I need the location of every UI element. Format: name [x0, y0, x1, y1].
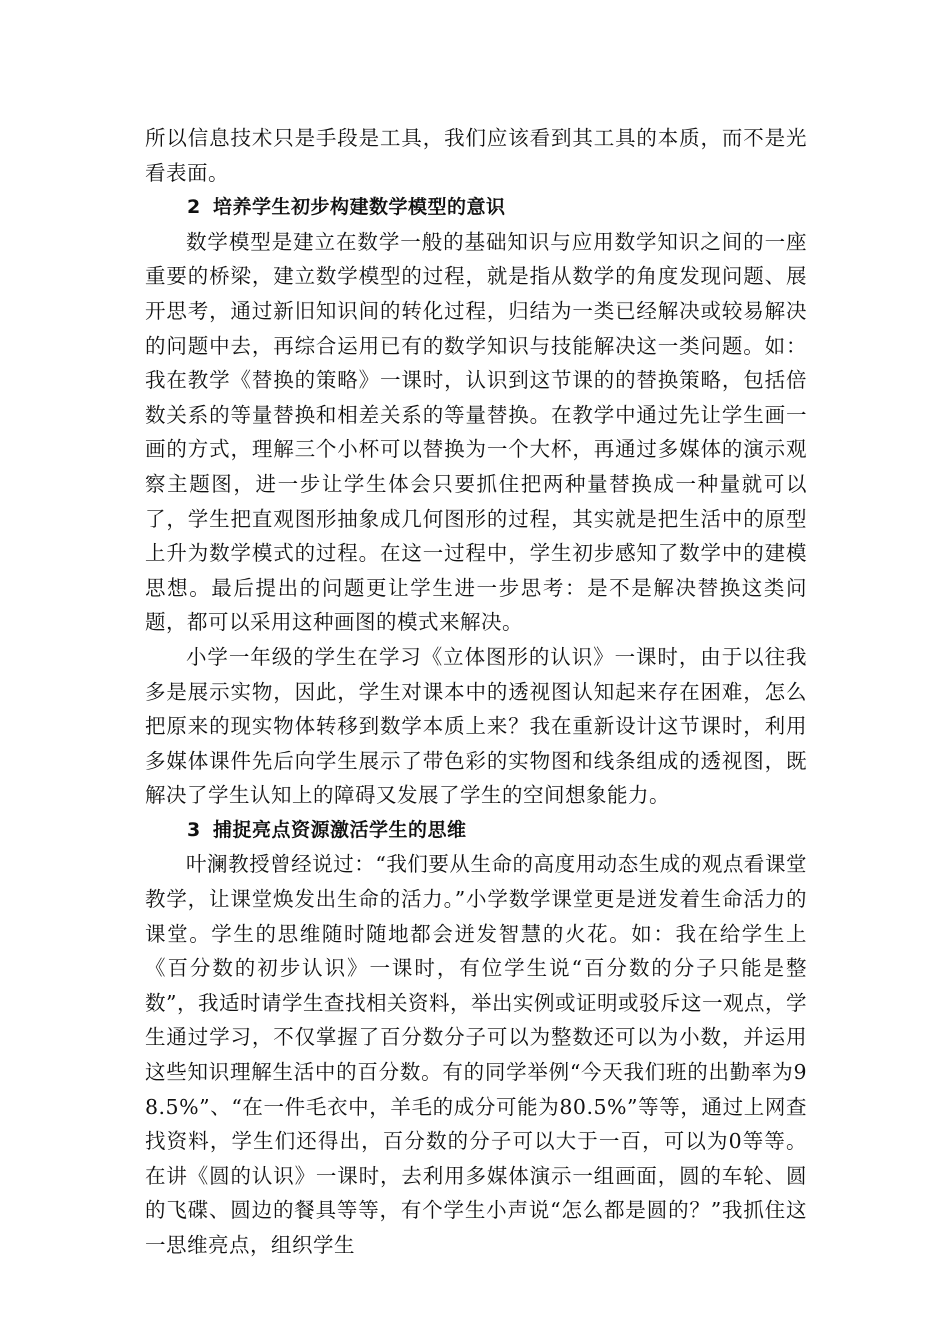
section-number: 2: [187, 196, 201, 219]
section-heading-3: [145, 813, 807, 848]
paragraph-model: 数学模型是建立在数学一般的基础知识与应用数学知识之间的一座重要的桥梁，建立数学模型的过程，就是指从数学的角度发现问题、展开思考，通过新旧知识间的转化过程，归结为一类已经解决或较易解决的问题中去，再综合运用已有的数学知识与技能解决这一类问题。如：我在教学《替换的策略》一课时，认识到这节课的的替换策略，包括倍数关系的等量替换和相差关系的等量替换。在教学中通过先让学生画一画的方式，理解三个小杯可以替换为一个大杯，再通过多媒体的演示观察主题图，进一步让学生体会只要抓住把两种量替换成一种量就可以了，学生把直观图形抽象成几何图形的过程，其实就是把生活中的原型上升为数学模式的过程。在这一过程中，学生初步感知了数学中的建模思想。最后提出的问题更让学生进一步思考：是不是解决替换这类问题，都可以采用这种画图的模式来解决。: [145, 229, 807, 635]
paragraph-solid-figures: 小学一年级的学生在学习《立体图形的认识》一课时，由于以往我多是展示实物，因此，学生对课本中的透视图认知起来存在困难，怎么把原来的现实物体转移到数学本质上来？我在重新设计这节课时，利用多媒体课件先后向学生展示了带色彩的实物图和线条组成的透视图，既解决了学生认知上的障碍又发展了学生的空间想象能力。: [145, 644, 807, 808]
document-page: [145, 121, 807, 1263]
paragraph-thinking: 叶澜教授曾经说过：“我们要从生命的高度用动态生成的观点看课堂教学，让课堂焕发出生命的活力。”小学数学课堂更是迸发着生命活力的课堂。学生的思维随时随地都会迸发智慧的火花。如：我在给学生上《百分数的初步认识》一课时，有位学生说“百分数的分子只能是整数”，我适时请学生查找相关资料，举出实例或证明或驳斥这一观点，学生通过学习，不仅掌握了百分数分子可以为整数还可以为小数，并运用这些知识理解生活中的百分数。有的同学举例“今天我们班的出勤率为98.5%”、“在一件毛衣中，羊毛的成分可能为80.5%”等等，通过上网查找资料，学生们还得出，百分数的分子可以大于一百，可以为0等等。在讲《圆的认识》一课时，去利用多媒体演示一组画面，圆的车轮、圆的飞碟、圆边的餐具等等，有个学生小声说“怎么都是圆的？”我抓住这一思维亮点，组织学生: [145, 852, 807, 1257]
section-heading-2: [145, 190, 807, 225]
paragraph-continued: 所以信息技术只是手段是工具，我们应该看到其工具的本质，而不是光看表面。: [145, 126, 807, 185]
section-title: 培养学生初步构建数学模型的意识: [213, 196, 506, 219]
section-title: 捕捉亮点资源激活学生的思维: [213, 818, 467, 841]
section-number: 3: [187, 818, 201, 841]
